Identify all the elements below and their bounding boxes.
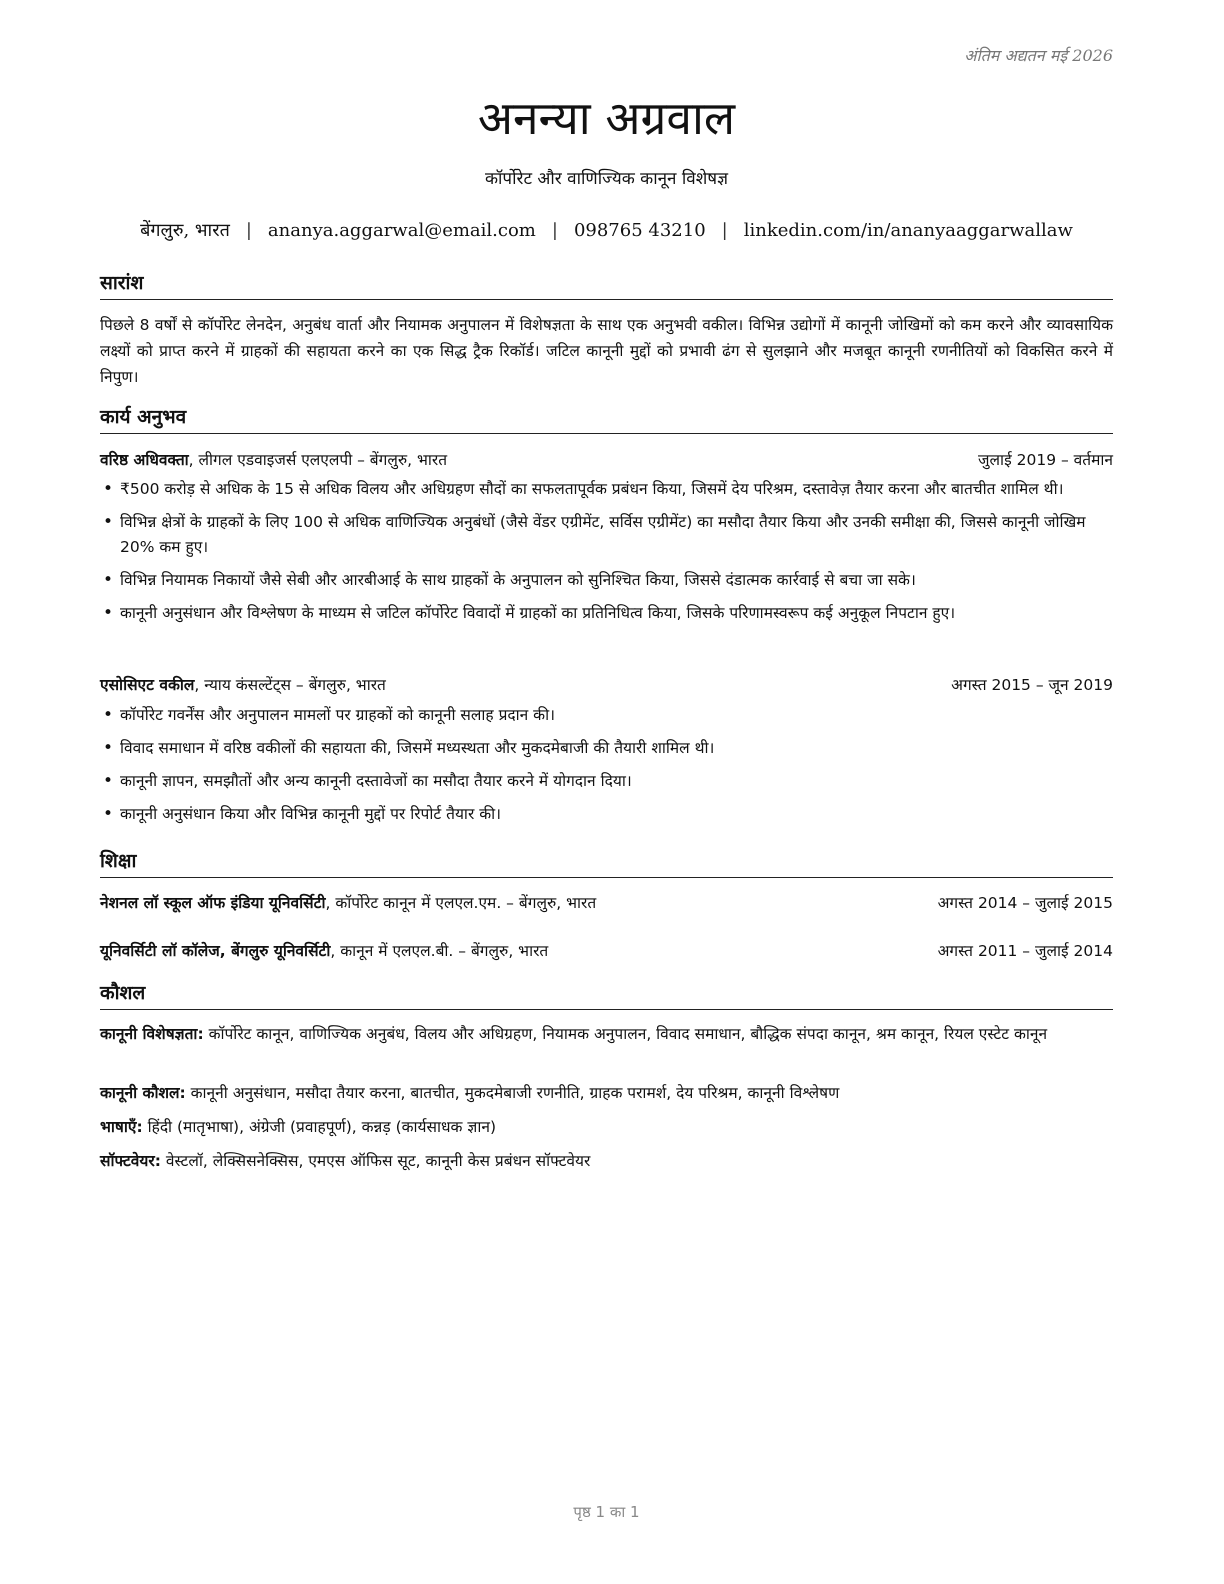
job-bullet: • कानूनी अनुसंधान किया और विभिन्न कानूनी मुद्दों पर रिपोर्ट तैयार की। xyxy=(100,802,1113,827)
skill-value: वेस्टलॉ, लेक्सिसनेक्सिस, एमएस ऑफिस सूट, कानूनी केस प्रबंधन सॉफ्टवेयर xyxy=(160,1152,591,1170)
contact-linkedin[interactable]: linkedin.com/in/ananyaaggarwallaw xyxy=(743,219,1073,241)
job-bullet: • विवाद समाधान में वरिष्ठ वकीलों की सहायता की, जिसमें मध्यस्थता और मुकदमेबाजी की तैयारी शामिल थी। xyxy=(100,736,1113,761)
job-org: , लीगल एडवाइजर्स एलएलपी – बेंगलुरु, भारत xyxy=(188,451,448,469)
job-bullets xyxy=(100,477,1113,634)
job-bullet: • कानूनी ज्ञापन, समझौतों और अन्य कानूनी दस्तावेजों का मसौदा तैयार करने में योगदान दिया। xyxy=(100,769,1113,794)
contact-separator: | xyxy=(551,219,558,241)
job-bullet: • विभिन्न नियामक निकायों जैसे सेबी और आरबीआई के साथ ग्राहकों के अनुपालन को सुनिश्चित किया, जिससे दंडात्मक कार्रवाई से बचा जा सके। xyxy=(100,568,1113,593)
education-title-line xyxy=(100,939,548,963)
job-dates: अगस्त 2015 – जून 2019 xyxy=(951,676,1113,694)
summary-heading: सारांश xyxy=(100,270,1113,300)
contact-separator: | xyxy=(245,219,252,241)
candidate-name: अनन्या अग्रवाल xyxy=(477,91,736,145)
skill-line xyxy=(100,1022,1113,1047)
job-header xyxy=(100,448,1113,472)
experience-heading: कार्य अनुभव xyxy=(100,404,1113,434)
skill-label: कानूनी विशेषज्ञता: xyxy=(100,1025,204,1043)
job-title-line xyxy=(100,448,447,472)
education-item xyxy=(100,939,1113,963)
job-title-line xyxy=(100,673,386,697)
job-bullet: • कानूनी अनुसंधान और विश्लेषण के माध्यम से जटिल कॉर्पोरेट विवादों में ग्राहकों का प्रतिनिधित्व किया, जिसके परिणामस्वरूप कई अनुकूल निपटान हुए। xyxy=(100,601,1113,626)
contact-separator: | xyxy=(721,219,728,241)
education-school: यूनिवर्सिटी लॉ कॉलेज, बेंगलुरु यूनिवर्सिटी xyxy=(100,942,331,960)
last-updated: अंतिम अद्यतन मई 2026 xyxy=(964,46,1113,65)
education-heading: शिक्षा xyxy=(100,848,1113,878)
education-school: नेशनल लॉ स्कूल ऑफ इंडिया यूनिवर्सिटी xyxy=(100,894,326,912)
contact-phone: 098765 43210 xyxy=(573,219,706,241)
skill-value: कॉर्पोरेट कानून, वाणिज्यिक अनुबंध, विलय और अधिग्रहण, नियामक अनुपालन, विवाद समाधान, बौद्धिक संपदा कानून, श्रम कानून, रियल एस्टेट कानून xyxy=(203,1025,1048,1043)
job-dates: जुलाई 2019 – वर्तमान xyxy=(978,451,1113,469)
job-bullet: • कॉर्पोरेट गवर्नेंस और अनुपालन मामलों पर ग्राहकों को कानूनी सलाह प्रदान की। xyxy=(100,703,1113,728)
job-role: एसोसिएट वकील xyxy=(100,676,195,694)
education-title-line xyxy=(100,891,596,915)
contact-line xyxy=(100,218,1113,242)
job-bullet: • विभिन्न क्षेत्रों के ग्राहकों के लिए 100 से अधिक वाणिज्यिक अनुबंधों (जैसे वेंडर एग्रीमेंट, सर्विस एग्रीमेंट) का मसौदा तैयार किया और उनकी समीक्षा की, जिससे कानूनी जोखिम 20% कम हुए। xyxy=(100,510,1113,560)
contact-email[interactable]: ananya.aggarwal@email.com xyxy=(267,219,536,241)
summary-text: पिछले 8 वर्षों से कॉर्पोरेट लेनदेन, अनुबंध वार्ता और नियामक अनुपालन में विशेषज्ञता के साथ एक अनुभवी वकील। विभिन्न उद्योगों में कानूनी जोखिमों को कम करने और व्यावसायिक लक्ष्यों को प्राप्त करने में ग्राहकों की सहायता करने का एक सिद्ध ट्रैक रिकॉर्ड। जटिल कानूनी मुद्दों को प्रभावी ढंग से सुलझाने और मजबूत कानूनी रणनीतियों को विकसित करने में निपुण। xyxy=(100,316,1113,386)
resume-page xyxy=(100,0,1113,1584)
skill-line xyxy=(100,1081,1113,1106)
skill-value: कानूनी अनुसंधान, मसौदा तैयार करना, बातचीत, मुकदमेबाजी रणनीति, ग्राहक परामर्श, देय परिश्रम, कानूनी विश्लेषण xyxy=(185,1084,840,1102)
page-number: पृष्ठ 1 का 1 xyxy=(573,1503,640,1521)
education-detail: , कॉर्पोरेट कानून में एलएल.एम. – बेंगलुरु, भारत xyxy=(325,894,597,912)
job-bullets xyxy=(100,703,1113,835)
skill-line xyxy=(100,1149,1113,1174)
education-dates: अगस्त 2014 – जुलाई 2015 xyxy=(937,894,1113,912)
job-role: वरिष्ठ अधिवक्ता xyxy=(100,451,189,469)
contact-location: बेंगलुरु, भारत xyxy=(140,220,230,241)
job-org: , न्याय कंसल्टेंट्स – बेंगलुरु, भारत xyxy=(194,676,386,694)
skill-label: सॉफ्टवेयर: xyxy=(100,1152,161,1170)
skill-line xyxy=(100,1115,1113,1140)
skill-label: भाषाएँ: xyxy=(100,1118,143,1136)
education-item xyxy=(100,891,1113,915)
education-dates: अगस्त 2011 – जुलाई 2014 xyxy=(937,942,1113,960)
education-detail: , कानून में एलएल.बी. – बेंगलुरु, भारत xyxy=(330,942,549,960)
skill-value: हिंदी (मातृभाषा), अंग्रेजी (प्रवाहपूर्ण), कन्नड़ (कार्यसाधक ज्ञान) xyxy=(142,1118,496,1136)
job-bullet: • ₹500 करोड़ से अधिक के 15 से अधिक विलय और अधिग्रहण सौदों का सफलतापूर्वक प्रबंधन किया, जिसमें देय परिश्रम, दस्तावेज़ तैयार करना और बातचीत शामिल थी। xyxy=(100,477,1113,502)
skills-heading: कौशल xyxy=(100,980,1113,1010)
job-header xyxy=(100,673,1113,697)
professional-title: कॉर्पोरेट और वाणिज्यिक कानून विशेषज्ञ xyxy=(484,169,729,189)
skill-label: कानूनी कौशल: xyxy=(100,1084,186,1102)
